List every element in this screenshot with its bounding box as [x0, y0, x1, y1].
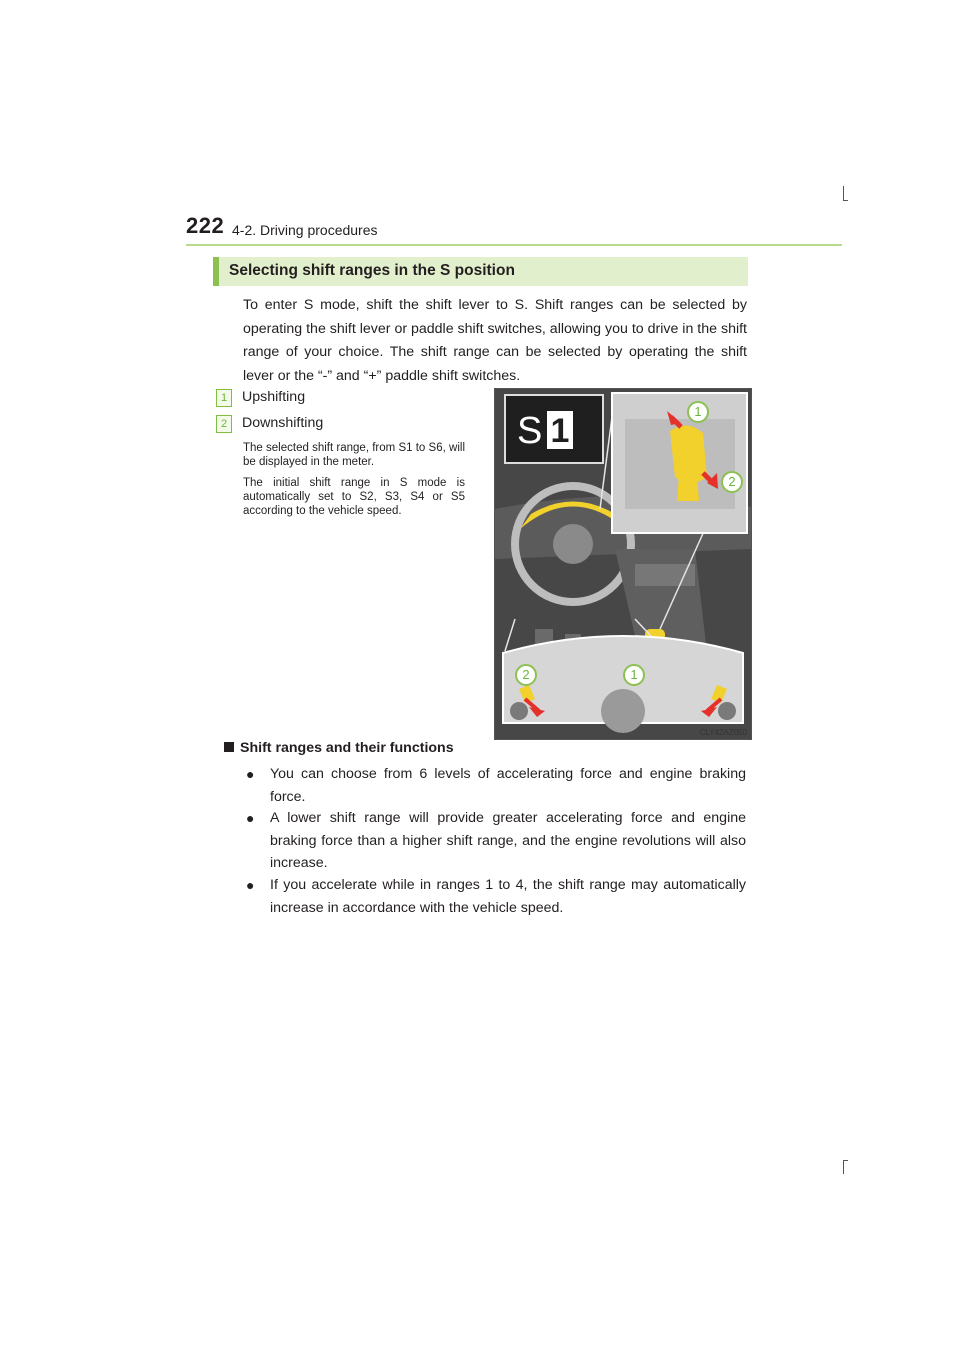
header-rule: [186, 244, 842, 246]
bullet-dot-icon: ●: [246, 877, 255, 893]
list-item: [246, 874, 746, 919]
callout-number-badge: 1: [216, 389, 232, 407]
note-meter-display: The selected shift range, from S1 to S6, will be displayed in the meter.: [243, 442, 465, 468]
section-heading-bar: [213, 257, 748, 286]
callout-number-badge: 2: [216, 415, 232, 433]
red-arrows: [495, 389, 751, 739]
callout-label: Downshifting: [242, 415, 324, 431]
callout-downshifting: [216, 415, 476, 435]
list-item-text: If you accelerate while in ranges 1 to 4, the shift range may automatically increase in accordance with the vehicle speed.: [270, 877, 746, 916]
bullet-dot-icon: ●: [246, 810, 255, 826]
figure-code: CLY42AZ050: [699, 728, 747, 737]
section-title: Selecting shift ranges in the S position: [229, 262, 515, 279]
figure-marker-downshift-paddle: 2: [515, 664, 537, 686]
figure-marker-upshift-lever: 1: [687, 401, 709, 423]
shift-lever-illustration: [494, 388, 752, 740]
meter-shift-number: 1: [547, 411, 573, 449]
intro-paragraph: To enter S mode, shift the shift lever to S. Shift ranges can be selected by operating the shift lever or paddle shift switches, allowing you to drive in the shift range of your choice. The shift range can be selected by operating the shift lever or the “-” and “+” paddle shift switches.: [243, 297, 747, 384]
figure-marker-downshift-lever: 2: [721, 471, 743, 493]
bullet-dot-icon: ●: [246, 766, 255, 782]
subsection-heading: [224, 740, 454, 756]
running-head: 4-2. Driving procedures: [232, 222, 378, 238]
list-item-text: A lower shift range will provide greater accelerating force and engine braking force than a higher shift range, and the engine revolutions will also increase.: [270, 810, 746, 871]
callout-label: Upshifting: [242, 389, 306, 405]
callout-upshifting: [216, 389, 476, 409]
note-initial-range: The initial shift range in S mode is automatically set to S2, S3, S4 or S5 according to the vehicle speed.: [243, 477, 465, 517]
list-item-text: You can choose from 6 levels of accelerating force and engine braking force.: [270, 766, 746, 805]
subsection-title: Shift ranges and their functions: [240, 740, 454, 756]
square-bullet-icon: [224, 742, 234, 752]
figure-marker-upshift-paddle: 1: [623, 664, 645, 686]
list-item: [246, 807, 746, 875]
page-number: 222: [186, 213, 225, 238]
list-item: [246, 763, 746, 808]
meter-shift-letter: S: [517, 410, 543, 452]
